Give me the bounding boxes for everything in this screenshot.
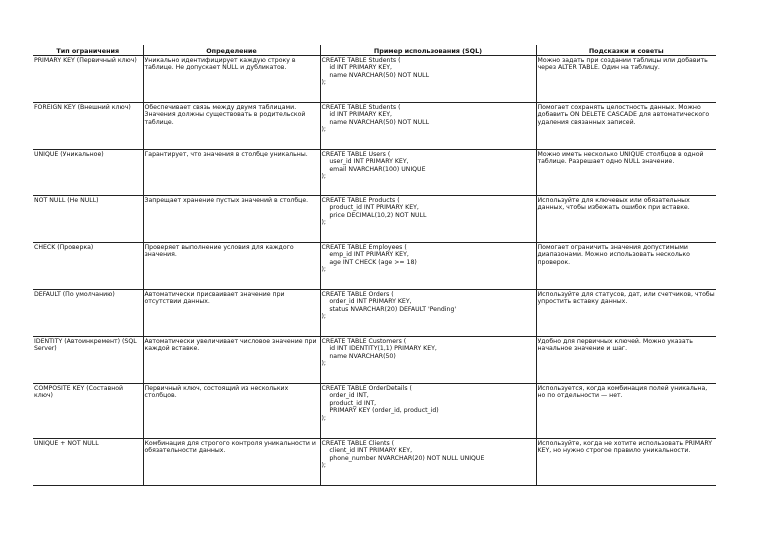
- table-row: [33, 290, 716, 337]
- cell-definition[interactable]: Первичный ключ, состоящий из нескольких столбцов.: [143, 384, 320, 439]
- cell-example[interactable]: CREATE TABLE Employees ( emp_id INT PRIMARY KEY, age INT CHECK (age >= 18) );: [320, 243, 536, 290]
- table-row: [33, 56, 716, 103]
- cell-example[interactable]: CREATE TABLE Clients ( client_id INT PRIMARY KEY, phone_number NVARCHAR(20) NOT NULL UNIQUE );: [320, 439, 536, 486]
- constraints-table: [33, 45, 716, 486]
- cell-tips[interactable]: Используется, когда комбинация полей уникальна, но по отдельности — нет.: [536, 384, 716, 439]
- cell-tips[interactable]: Можно иметь несколько UNIQUE столбцов в одной таблице. Разрешает одно NULL значение.: [536, 150, 716, 196]
- table-row: [33, 384, 716, 439]
- cell-type[interactable]: COMPOSITE KEY (Составной ключ): [33, 384, 143, 439]
- cell-type[interactable]: PRIMARY KEY (Первичный ключ): [33, 56, 143, 103]
- cell-tips[interactable]: Удобно для первичных ключей. Можно указать начальное значение и шаг.: [536, 337, 716, 384]
- cell-type[interactable]: UNIQUE + NOT NULL: [33, 439, 143, 486]
- cell-definition[interactable]: Автоматически присваивает значение при отсутствии данных.: [143, 290, 320, 337]
- cell-tips[interactable]: Используйте для статусов, дат, или счетчиков, чтобы упростить вставку данных.: [536, 290, 716, 337]
- cell-definition[interactable]: Запрещает хранение пустых значений в столбце.: [143, 196, 320, 243]
- cell-example[interactable]: CREATE TABLE Customers ( id INT IDENTITY(1,1) PRIMARY KEY, name NVARCHAR(50) );: [320, 337, 536, 384]
- cell-example[interactable]: CREATE TABLE OrderDetails ( order_id INT, product_id INT, PRIMARY KEY (order_id, product_id) );: [320, 384, 536, 439]
- cell-definition[interactable]: Комбинация для строгого контроля уникальности и обязательности данных.: [143, 439, 320, 486]
- header-row: [33, 45, 716, 56]
- header-tips[interactable]: Подсказки и советы: [536, 45, 716, 56]
- cell-example[interactable]: CREATE TABLE Orders ( order_id INT PRIMARY KEY, status NVARCHAR(20) DEFAULT 'Pending' );: [320, 290, 536, 337]
- cell-example[interactable]: CREATE TABLE Products ( product_id INT PRIMARY KEY, price DECIMAL(10,2) NOT NULL );: [320, 196, 536, 243]
- cell-example[interactable]: CREATE TABLE Students ( id INT PRIMARY KEY, name NVARCHAR(50) NOT NULL );: [320, 103, 536, 150]
- cell-type[interactable]: NOT NULL (Не NULL): [33, 196, 143, 243]
- cell-definition[interactable]: Уникально идентифицирует каждую строку в таблице. Не допускает NULL и дубликатов.: [143, 56, 320, 103]
- cell-type[interactable]: FOREIGN KEY (Внешний ключ): [33, 103, 143, 150]
- header-definition[interactable]: Определение: [143, 45, 320, 56]
- cell-example[interactable]: CREATE TABLE Students ( id INT PRIMARY KEY, name NVARCHAR(50) NOT NULL );: [320, 56, 536, 103]
- cell-definition[interactable]: Обеспечивает связь между двумя таблицами. Значения должны существовать в родительской таблице.: [143, 103, 320, 150]
- header-type[interactable]: Тип ограничения: [33, 45, 143, 56]
- cell-type[interactable]: DEFAULT (По умолчанию): [33, 290, 143, 337]
- cell-tips[interactable]: Можно задать при создании таблицы или добавить через ALTER TABLE. Один на таблицу.: [536, 56, 716, 103]
- header-example[interactable]: Пример использования (SQL): [320, 45, 536, 56]
- table-row: [33, 196, 716, 243]
- cell-definition[interactable]: Автоматически увеличивает числовое значение при каждой вставке.: [143, 337, 320, 384]
- spreadsheet-sheet: [33, 45, 716, 486]
- cell-example[interactable]: CREATE TABLE Users ( user_id INT PRIMARY KEY, email NVARCHAR(100) UNIQUE );: [320, 150, 536, 196]
- cell-tips[interactable]: Используйте для ключевых или обязательных данных, чтобы избежать ошибок при вставке.: [536, 196, 716, 243]
- cell-type[interactable]: CHECK (Проверка): [33, 243, 143, 290]
- cell-type[interactable]: UNIQUE (Уникальное): [33, 150, 143, 196]
- cell-tips[interactable]: Помогает сохранять целостность данных. Можно добавить ON DELETE CASCADE для автоматического удаления связанных записей.: [536, 103, 716, 150]
- table-row: [33, 439, 716, 486]
- table-row: [33, 103, 716, 150]
- table-row: [33, 337, 716, 384]
- table-row: [33, 243, 716, 290]
- cell-tips[interactable]: Помогает ограничить значения допустимыми диапазонами. Можно использовать несколько проверок.: [536, 243, 716, 290]
- table-row: [33, 150, 716, 196]
- cell-tips[interactable]: Используйте, когда не хотите использовать PRIMARY KEY, но нужно строгое правило уникальности.: [536, 439, 716, 486]
- cell-definition[interactable]: Гарантирует, что значения в столбце уникальны.: [143, 150, 320, 196]
- cell-type[interactable]: IDENTITY (Автоинкремент) (SQL Server): [33, 337, 143, 384]
- cell-definition[interactable]: Проверяет выполнение условия для каждого значения.: [143, 243, 320, 290]
